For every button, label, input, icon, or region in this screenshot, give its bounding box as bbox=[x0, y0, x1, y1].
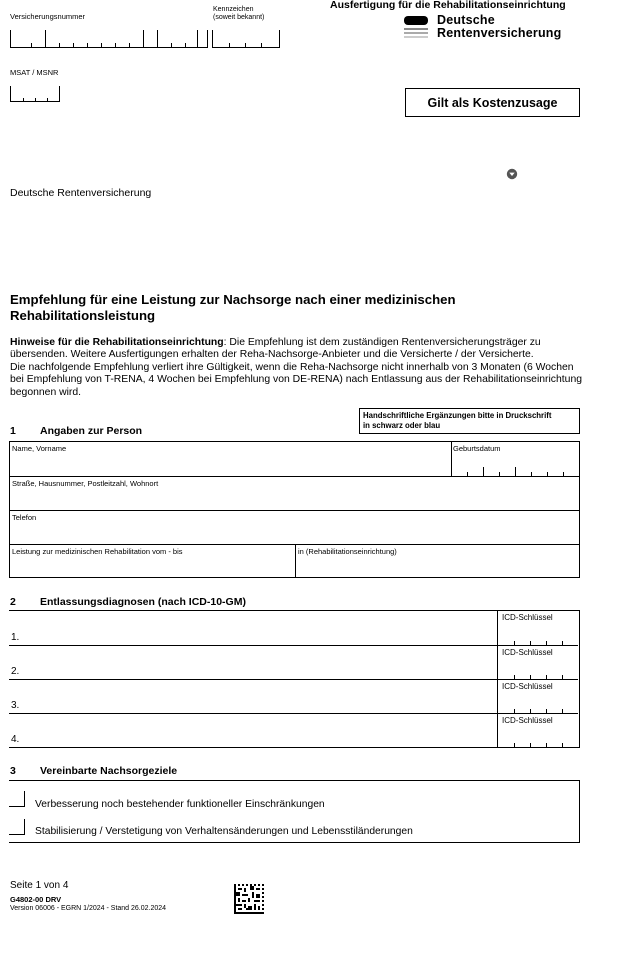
note-paragraph: Hinweise für die Rehabilitationseinrichtung: Die Empfehlung ist dem zuständigen Rentenversicherungsträger zu übersenden. Weitere Ausfertigungen erhalten der Reha-Nachsorge-Anbieter und die Versicherte / der Versicherte. bbox=[10, 337, 541, 361]
diagnosis-row[interactable]: 4. bbox=[11, 734, 20, 745]
phone-field[interactable] bbox=[10, 511, 579, 544]
code-label: Kennzeichen (soweit bekannt) bbox=[213, 6, 265, 21]
section1-title: Angaben zur Person bbox=[40, 425, 143, 437]
copy-for-label: Ausfertigung für die Rehabilitationseinrichtung bbox=[330, 0, 566, 11]
section1-number: 1 bbox=[10, 425, 16, 437]
handwriting-note: Handschriftliche Ergänzungen bitte in Druckschrift in schwarz oder blau bbox=[359, 408, 580, 434]
rehab-period-label: Leistung zur medizinischen Rehabilitation vom - bis bbox=[12, 547, 183, 556]
rehab-facility-label: in (Rehabilitationseinrichtung) bbox=[298, 547, 397, 556]
document-title: Empfehlung für eine Leistung zur Nachsorge nach einer medizinischen Rehabilitationsleistung bbox=[10, 292, 456, 323]
birthdate-field[interactable] bbox=[451, 442, 579, 476]
insurance-number-label: Versicherungsnummer bbox=[10, 12, 86, 21]
validity-paragraph: Die nachfolgende Empfehlung verliert ihre Gültigkeit, wenn die Reha-Nachsorge nicht innerhalb von 3 Monaten (6 Wochen bei Empfehlung von T-RENA, 4 Wochen bei Empfehlung von DE-RENA) nach Entlassung aus der Rehabilitationseinrichtung begonnen wird. bbox=[10, 362, 582, 398]
form-code: G4802-00 DRV bbox=[10, 895, 62, 904]
person-data-table bbox=[9, 441, 580, 578]
address-label: Straße, Hausnummer, Postleitzahl, Wohnort bbox=[12, 479, 159, 488]
datamatrix-code bbox=[234, 884, 264, 914]
name-label: Name, Vorname bbox=[12, 444, 67, 453]
section2-number: 2 bbox=[10, 596, 16, 608]
goal-checkbox-2[interactable] bbox=[9, 819, 25, 835]
icd-field[interactable]: ICD-Schlüssel bbox=[497, 680, 579, 713]
name-field[interactable] bbox=[10, 442, 451, 476]
icd-field[interactable]: ICD-Schlüssel bbox=[497, 611, 579, 645]
diagnosis-row[interactable]: 1. bbox=[11, 632, 20, 643]
diagnosis-table bbox=[9, 610, 580, 748]
phone-label: Telefon bbox=[12, 513, 37, 522]
goals-box bbox=[9, 780, 580, 843]
page-number: Seite 1 von 4 bbox=[10, 880, 69, 891]
cost-commitment-label: Gilt als Kostenzusage bbox=[427, 95, 558, 110]
section3-number: 3 bbox=[10, 765, 16, 777]
section3-title: Vereinbarte Nachsorgeziele bbox=[40, 765, 178, 777]
icd-field[interactable]: ICD-Schlüssel bbox=[497, 646, 579, 679]
drv-logo-icon bbox=[404, 15, 430, 41]
goal-checkbox-1[interactable] bbox=[9, 791, 25, 807]
section2-title: Entlassungsdiagnosen (nach ICD-10-GM) bbox=[40, 596, 246, 608]
cost-commitment-box bbox=[405, 88, 580, 117]
icd-field[interactable]: ICD-Schlüssel bbox=[497, 714, 579, 747]
insurance-number-field[interactable] bbox=[10, 30, 208, 48]
drv-logo: Deutsche Rentenversicherung bbox=[404, 14, 564, 44]
goal-option-2: Stabilisierung / Verstetigung von Verhaltensänderungen und Lebensstiländerungen bbox=[35, 826, 413, 837]
msat-field[interactable] bbox=[10, 86, 60, 102]
goal-option-1: Verbesserung noch bestehender funktioneller Einschränkungen bbox=[35, 799, 325, 810]
address-field[interactable] bbox=[10, 477, 579, 510]
diagnosis-row[interactable]: 2. bbox=[11, 666, 20, 677]
fold-mark-icon bbox=[506, 168, 518, 180]
msat-label: MSAT / MSNR bbox=[10, 68, 59, 77]
code-field[interactable] bbox=[212, 30, 280, 48]
rehab-facility-field[interactable] bbox=[296, 545, 579, 577]
address-sender: Deutsche Rentenversicherung bbox=[10, 187, 152, 199]
diagnosis-row[interactable]: 3. bbox=[11, 700, 20, 711]
rehab-period-field[interactable] bbox=[10, 545, 295, 577]
version-info: Version 06006 - EGRN 1/2024 - Stand 26.02.2024 bbox=[10, 905, 167, 912]
birthdate-label: Geburtsdatum bbox=[453, 444, 501, 453]
